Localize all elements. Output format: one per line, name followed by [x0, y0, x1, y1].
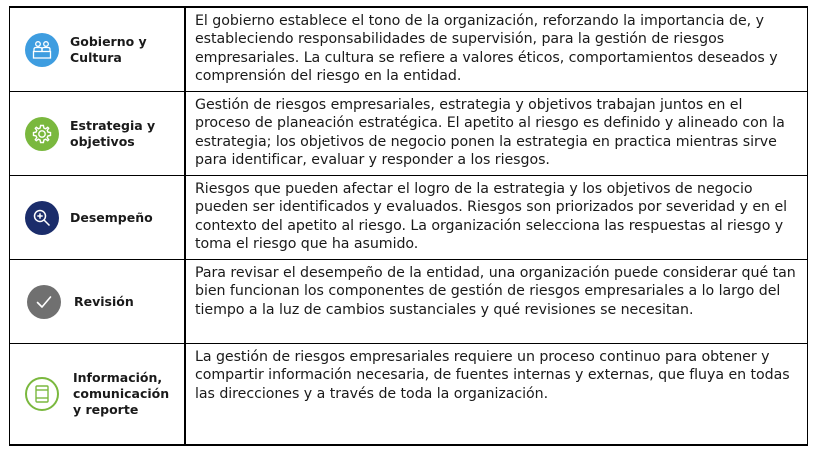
component-label-cell	[10, 176, 186, 259]
table-row	[10, 260, 807, 344]
component-label-cell	[10, 92, 186, 175]
erm-components-table	[9, 6, 808, 446]
component-description: La gestión de riesgos empresariales requiere un proceso continuo para obtener y compartir información necesaria, de fuentes internas y externas, que fluya en todas las direcciones y a través de toda la organización.	[195, 349, 790, 402]
governance-people-icon	[25, 33, 59, 67]
component-label: Desempeño	[70, 209, 153, 225]
component-label: Información, comunicación y reporte	[73, 370, 170, 417]
component-description: Para revisar el desempeño de la entidad, una organización puede considerar qué tan bien funcionan los componentes de gestión de riesgos empresariales a lo largo del tiempo a la luz de cambios sustanciales y qué revisiones se necesitan.	[195, 265, 796, 318]
component-description: Gestión de riesgos empresariales, estrategia y objetivos trabajan juntos en el proceso de planeación estratégica. El apetito al riesgo es definido y alineado con la estrategia; los objetivos de negocio ponen la estrategia en practica mientras sirve para identificar, evaluar y responder a los riesgos.	[195, 97, 785, 168]
document-icon	[25, 377, 59, 411]
component-label-cell	[10, 8, 186, 91]
checkmark-icon	[27, 285, 61, 319]
table-row	[10, 176, 807, 260]
component-label: Estrategia y objetivos	[70, 117, 156, 149]
component-label-cell	[10, 344, 186, 444]
table-row	[10, 8, 807, 92]
component-label: Gobierno y Cultura	[70, 33, 147, 65]
component-description: El gobierno establece el tono de la organización, reforzando la importancia de, y estableciendo responsabilidades de supervisión, para la gestión de riesgos empresariales. La cultura se refiere a valores éticos, comportamientos deseados y comprensión del riesgo en la entidad.	[195, 13, 778, 84]
component-label: Revisión	[74, 293, 134, 309]
table-row	[10, 344, 807, 444]
magnifier-plus-icon	[25, 201, 59, 235]
table-row	[10, 92, 807, 176]
component-description: Riesgos que pueden afectar el logro de la estrategia y los objetivos de negocio pueden ser identificados y evaluados. Riesgos son priorizados por severidad y en el contexto del apetito al riesgo. La organización selecciona las respuestas al riesgo y toma el riesgo que ha asumido.	[195, 181, 788, 252]
component-label-cell	[10, 260, 186, 343]
gear-icon	[25, 117, 59, 151]
